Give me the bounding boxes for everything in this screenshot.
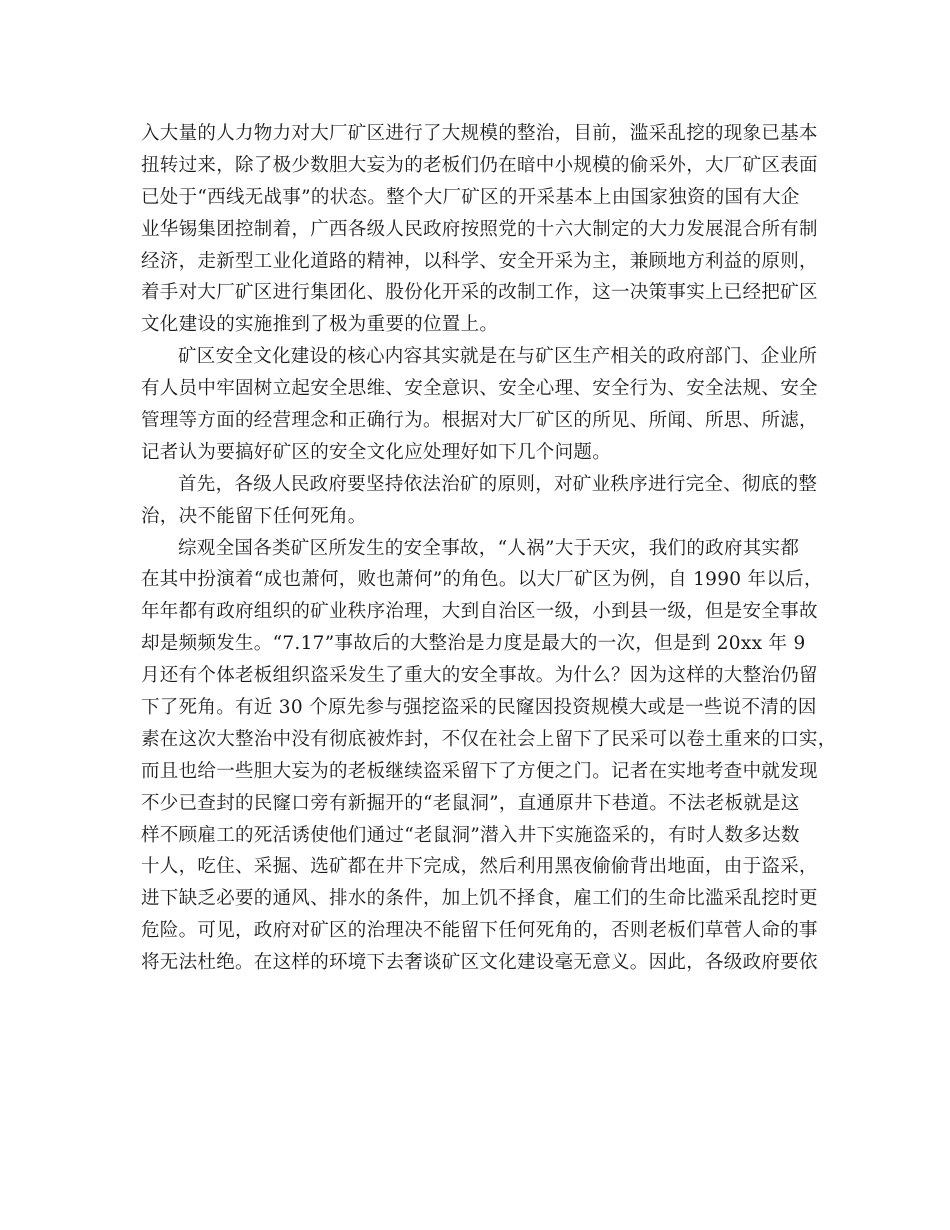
text-line: 着手对大厂矿区进行集团化、股份化开采的改制工作，这一决策事实上已经把矿区: [141, 282, 818, 304]
text-line: 不少已查封的民窿口旁有新掘开的“老鼠洞”，直通原井下巷道。不法老板就是这: [141, 792, 800, 814]
text-line: 十人，吃住、采掘、选矿都在井下完成，然后利用黑夜偷偷背出地面，由于盗采，: [141, 856, 818, 878]
body-text: [141, 118, 837, 979]
text-line: 却是频频发生。“7.17”事故后的大整治是力度是最大的一次，但是到 20xx 年 9: [141, 633, 806, 655]
text-line: 而且也给一些胆大妄为的老板继续盗采留下了方便之门。记者在实地考查中就发现: [141, 760, 818, 782]
text-line: 进下缺乏必要的通风、排水的条件，加上饥不择食，雇工们的生命比滥采乱挖时更: [141, 888, 818, 910]
text-line: 扭转过来，除了极少数胆大妄为的老板们仍在暗中小规模的偷采外，大厂矿区表面: [141, 154, 818, 176]
text-line: 治，决不能留下任何死角。: [141, 505, 367, 527]
text-line: 已处于“西线无战事”的状态。整个大厂矿区的开采基本上由国家独资的国有大企: [141, 186, 800, 208]
text-line: 样不顾雇工的死活诱使他们通过“老鼠洞”潜入井下实施盗采的，有时人数多达数: [141, 824, 800, 846]
text-line: 记者认为要搞好矿区的安全文化应处理好如下几个问题。: [141, 441, 612, 463]
text-line: 业华锡集团控制着，广西各级人民政府按照党的十六大制定的大力发展混合所有制: [141, 218, 818, 240]
text-line: 月还有个体老板组织盗采发生了重大的安全事故。为什么？因为这样的大整治仍留: [141, 665, 818, 687]
text-line: 素在这次大整治中没有彻底被炸封，不仅在社会上留下了民采可以卷土重来的口实，: [141, 728, 837, 750]
text-line: 管理等方面的经营理念和正确行为。根据对大厂矿区的所见、所闻、所思、所滤，: [141, 410, 818, 432]
text-line: 将无法杜绝。在这样的环境下去奢谈矿区文化建设毫无意义。因此，各级政府要依: [141, 952, 818, 974]
text-line: 危险。可见，政府对矿区的治理决不能留下任何死角的，否则老板们草菅人命的事: [141, 920, 818, 942]
text-line: 入大量的人力物力对大厂矿区进行了大规模的整治，目前，滥采乱挖的现象已基本: [141, 123, 818, 144]
text-line: 文化建设的实施推到了极为重要的位置上。: [141, 314, 499, 336]
text-line: 首先，各级人民政府要坚持依法治矿的原则，对矿业秩序进行完全、彻底的整: [178, 473, 818, 495]
text-line: 下了死角。有近 30 个原先参与强挖盗采的民窿因投资规模大或是一些说不清的因: [141, 697, 817, 719]
text-line: 有人员中牢固树立起安全思维、安全意识、安全心理、安全行为、安全法规、安全: [141, 378, 818, 400]
text-line: 矿区安全文化建设的核心内容其实就是在与矿区生产相关的政府部门、企业所: [178, 346, 818, 368]
text-line: 经济，走新型工业化道路的精神，以科学、安全开采为主，兼顾地方利益的原则，: [141, 250, 818, 272]
text-line: 年年都有政府组织的矿业秩序治理，大到自治区一级，小到县一级，但是安全事故: [141, 601, 818, 623]
text-line: 在其中扮演着“成也萧何，败也萧何”的角色。以大厂矿区为例，自 1990 年以后，: [141, 569, 823, 591]
text-line: 综观全国各类矿区所发生的安全事故，“人祸”大于天灾，我们的政府其实都: [178, 537, 800, 559]
